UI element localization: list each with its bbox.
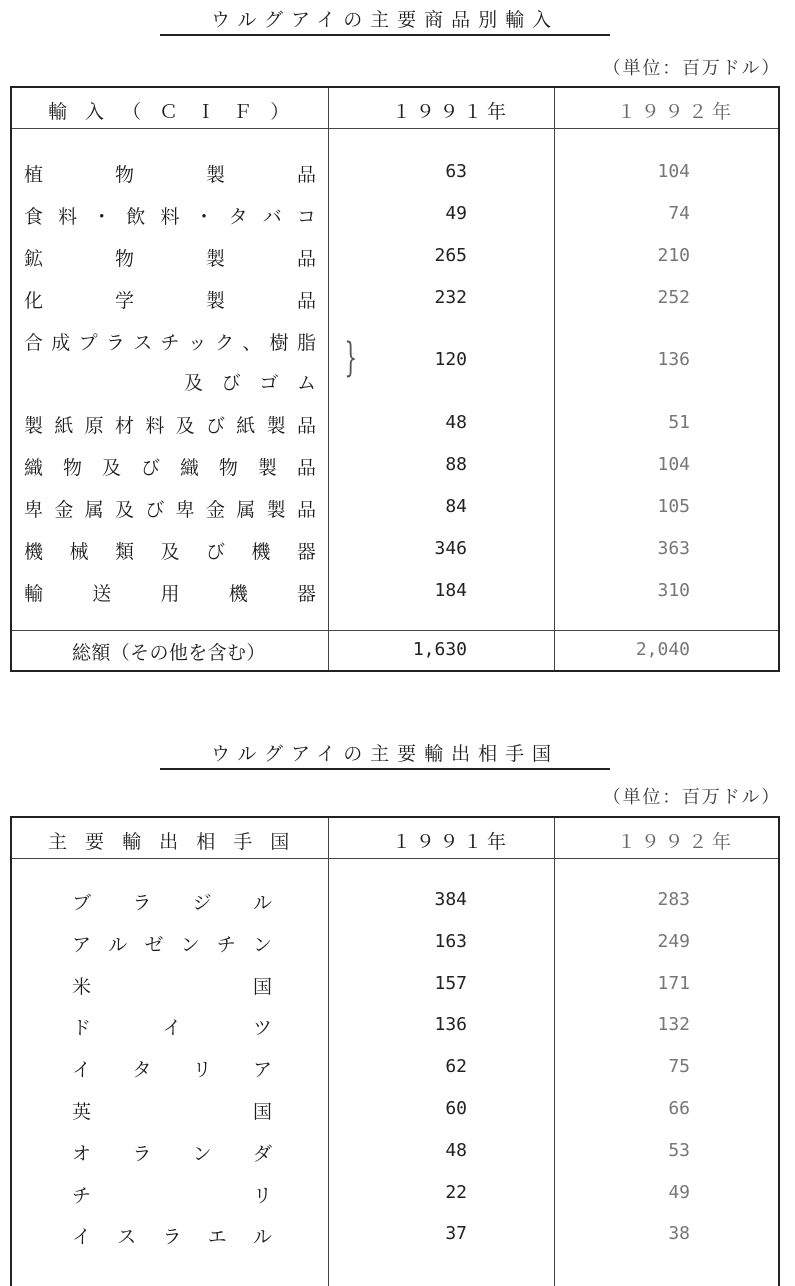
export-row-1991: 48 (445, 1139, 467, 1161)
import-row-label-line2: 及 び ゴ ム (184, 372, 316, 394)
brace-mark: } (344, 335, 358, 381)
imports-header-1992: １９９２年 (617, 101, 736, 123)
export-row-1991: 136 (434, 1014, 467, 1036)
import-row-1991: 88 (445, 454, 467, 475)
export-row-1992: 132 (657, 1014, 690, 1036)
exports-header-1991: １９９１年 (392, 831, 511, 853)
export-row-1992: 49 (668, 1181, 690, 1203)
imports-unit: （単位：百万ドル） (602, 58, 781, 79)
export-row-1991: 163 (434, 930, 467, 952)
import-row-label: 輸 送 用 機 器 (24, 583, 316, 605)
export-row-label: 米 国 (72, 975, 272, 998)
exports-table (10, 816, 780, 1286)
import-row-1991: 84 (445, 496, 467, 517)
export-row-1992: 249 (657, 930, 690, 952)
import-row-1991: 49 (445, 203, 467, 224)
import-row-1992: 136 (657, 349, 690, 370)
imports-total-1992: 2,040 (635, 639, 690, 660)
export-row-1992: 53 (668, 1139, 690, 1161)
export-row-1991: 37 (445, 1223, 467, 1245)
import-row-1992: 310 (657, 580, 690, 601)
export-row-1991: 157 (434, 972, 467, 994)
imports-total-1991: 1,630 (412, 639, 467, 660)
import-row-label: 化 学 製 品 (24, 290, 316, 312)
import-row-1992: 210 (657, 245, 690, 266)
import-row-1991: 48 (445, 412, 467, 433)
import-row-1992: 74 (668, 203, 690, 224)
import-row-1992: 252 (657, 287, 690, 308)
export-row-1992: 75 (668, 1056, 690, 1078)
export-row-label: ド イ ツ (72, 1017, 272, 1040)
exports-header-label: 主要輸出相手国 (48, 831, 308, 853)
export-row-1992: 283 (657, 889, 690, 910)
imports-table (10, 86, 780, 672)
import-row-label: 合 成 プ ラ ス チ ッ ク 、 樹 脂 (24, 332, 316, 354)
imports-total-label: 総額（その他を含む） (72, 642, 266, 664)
import-row-1992: 363 (657, 538, 690, 559)
export-row-1991: 60 (445, 1098, 467, 1119)
exports-header-1992: １９９２年 (617, 831, 736, 853)
import-row-label: 織 物 及 び 織 物 製 品 (24, 457, 316, 479)
export-row-1991: 22 (445, 1181, 467, 1203)
export-row-1991: 62 (445, 1056, 467, 1078)
export-row-label: チ リ (72, 1184, 272, 1207)
imports-title: ウルグアイの主要商品別輸入 (160, 6, 610, 36)
export-row-label: ブ ラ ジ ル (72, 892, 272, 914)
import-row-label: 植 物 製 品 (24, 164, 316, 186)
exports-unit: （単位：百万ドル） (602, 787, 781, 808)
export-row-1992: 171 (657, 972, 690, 994)
import-row-1991: 120 (434, 349, 467, 370)
import-row-label: 機 械 類 及 び 機 器 (24, 541, 316, 563)
export-row-1992: 66 (668, 1098, 690, 1119)
import-row-1991: 184 (434, 580, 467, 601)
import-row-1991: 265 (434, 245, 467, 266)
export-row-label: ア ル ゼ ン チ ン (72, 933, 272, 956)
import-row-1991: 346 (434, 538, 467, 559)
export-row-label: イ ス ラ エ ル (72, 1226, 272, 1249)
imports-header-label: 輸入（ＣＩＦ） (48, 101, 308, 123)
import-row-label: 鉱 物 製 品 (24, 248, 316, 270)
import-row-1992: 104 (657, 454, 690, 475)
import-row-label: 食 料 ・ 飲 料 ・ タ バ コ (24, 206, 316, 228)
import-row-label: 卑 金 属 及 び 卑 金 属 製 品 (24, 499, 316, 521)
export-row-1992: 38 (668, 1223, 690, 1245)
export-row-label: イ タ リ ア (72, 1059, 272, 1082)
import-row-1992: 104 (657, 161, 690, 182)
export-row-label: オ ラ ン ダ (72, 1142, 272, 1165)
import-row-1992: 51 (668, 412, 690, 433)
imports-header-1991: １９９１年 (392, 101, 511, 123)
import-row-1992: 105 (657, 496, 690, 517)
import-row-1991: 63 (445, 161, 467, 182)
export-row-1991: 384 (434, 889, 467, 910)
import-row-label: 製 紙 原 材 料 及 び 紙 製 品 (24, 415, 316, 437)
export-row-label: 英 国 (72, 1101, 272, 1123)
exports-title: ウルグアイの主要輸出相手国 (160, 740, 610, 770)
import-row-1991: 232 (434, 287, 467, 308)
